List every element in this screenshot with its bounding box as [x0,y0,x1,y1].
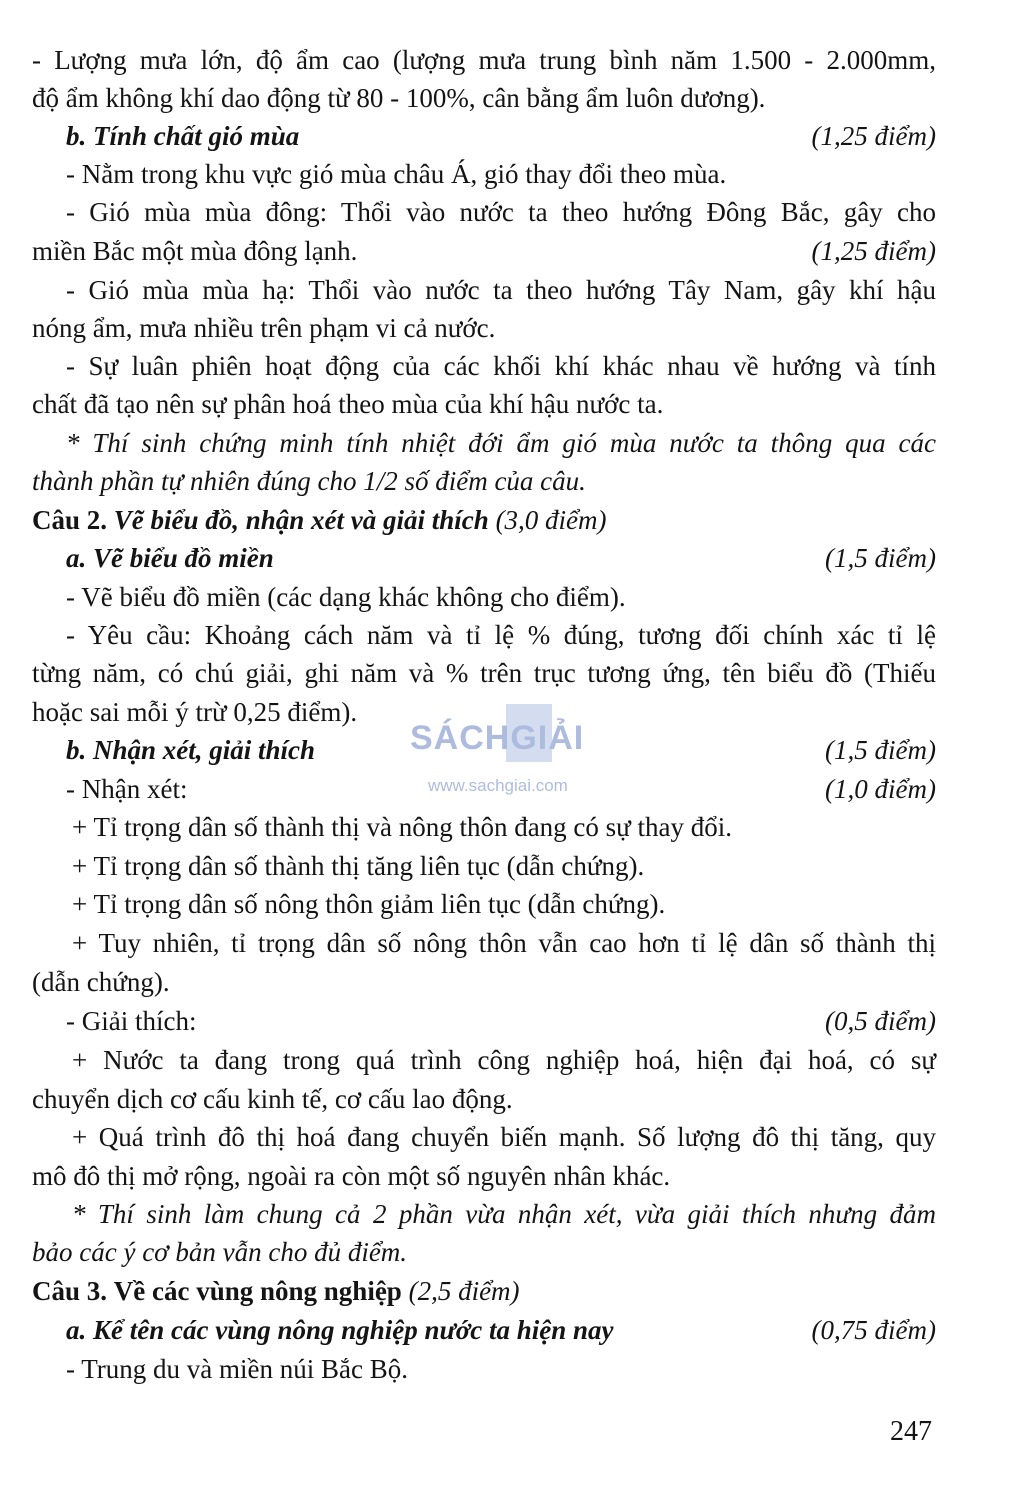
section-heading [66,1314,936,1348]
text-line: + Tỉ trọng dân số nông thôn giảm liên tục (dẫn chứng). [72,889,666,919]
score-label: (1,5 điểm) [825,735,936,765]
score-label: (0,75 điểm) [811,1315,936,1345]
question-title: Về các vùng nông nghiệp [113,1276,402,1306]
text-line: - Nằm trong khu vực gió mùa châu Á, gió thay đổi theo mùa. [66,159,727,189]
text-line: + Tuy nhiên, tỉ trọng dân số nông thôn vẫn cao hơn tỉ lệ dân số thành thị [72,928,936,958]
question-score: (2,5 điểm) [408,1276,520,1306]
score-label: (1,5 điểm) [825,543,936,573]
question-number: Câu 2. [32,505,108,535]
heading-text: b. Nhận xét, giải thích [66,735,316,765]
text-fragment: miền Bắc một mùa đông lạnh. [32,236,358,266]
watermark-logo-text: SÁCHGIẢI [410,719,585,757]
text-line: chuyển dịch cơ cấu kinh tế, cơ cấu lao động. [32,1084,513,1114]
note-line: bảo các ý cơ bản vẫn cho đủ điểm. [32,1237,408,1267]
section-heading [66,120,936,154]
note-line: * Thí sinh làm chung cả 2 phần vừa nhận xét, vừa giải thích nhưng đảm [72,1199,936,1229]
text-line-with-score [66,1005,936,1039]
text-line: - Lượng mưa lớn, độ ẩm cao (lượng mưa trung bình năm 1.500 - 2.000mm, [32,45,936,75]
score-label: (1,25 điểm) [811,236,936,266]
question-heading [32,1275,936,1309]
score-label: (1,25 điểm) [811,121,936,151]
score-label: (1,0 điểm) [825,774,936,804]
text-line-with-score [32,235,936,269]
text-line: từng năm, có chú giải, ghi năm và % trên trục tương ứng, tên biểu đồ (Thiếu [32,658,936,688]
text-line: mô đô thị mở rộng, ngoài ra còn một số nguyên nhân khác. [32,1161,671,1191]
text-line: hoặc sai mỗi ý trừ 0,25 điểm). [32,697,358,727]
text-line: - Trung du và miền núi Bắc Bộ. [66,1354,408,1384]
question-number: Câu 3. [32,1276,108,1306]
text-line: (dẫn chứng). [32,967,170,997]
page-number: 247 [890,1416,932,1447]
note-line: thành phần tự nhiên đúng cho 1/2 số điểm của câu. [32,466,586,496]
score-label: (0,5 điểm) [825,1006,936,1036]
text-line: - Gió mùa mùa đông: Thổi vào nước ta theo hướng Đông Bắc, gây cho [66,197,936,227]
text-line: - Yêu cầu: Khoảng cách năm và tỉ lệ % đúng, tương đối chính xác tỉ lệ [66,620,936,650]
question-heading [32,504,936,538]
section-heading [66,542,936,576]
text-line: - Gió mùa mùa hạ: Thổi vào nước ta theo hướng Tây Nam, gây khí hậu [66,275,936,305]
question-title: Vẽ biểu đồ, nhận xét và giải thích [113,505,489,535]
note-line: * Thí sinh chứng minh tính nhiệt đới ẩm gió mùa nước ta thông qua các [66,428,936,458]
text-line: + Tỉ trọng dân số thành thị và nông thôn đang có sự thay đổi. [72,812,733,842]
question-score: (3,0 điểm) [495,505,607,535]
heading-text: b. Tính chất gió mùa [66,121,300,151]
text-line: nóng ẩm, mưa nhiều trên phạm vi cả nước. [32,313,496,343]
heading-text: a. Vẽ biểu đồ miền [66,543,274,573]
text-line: độ ẩm không khí dao động từ 80 - 100%, cân bằng ẩm luôn dương). [32,83,766,113]
text-line: - Sự luân phiên hoạt động của các khối khí khác nhau về hướng và tính [66,351,936,381]
watermark [410,704,620,800]
text-line: + Quá trình đô thị hoá đang chuyển biến mạnh. Số lượng đô thị tăng, quy [72,1122,936,1152]
text-fragment: - Giải thích: [66,1006,197,1036]
text-line: - Vẽ biểu đồ miền (các dạng khác không cho điểm). [66,582,626,612]
text-line: chất đã tạo nên sự phân hoá theo mùa của khí hậu nước ta. [32,389,664,419]
watermark-url: www.sachgiai.com [428,776,568,795]
text-fragment: - Nhận xét: [66,774,188,804]
text-line: + Tỉ trọng dân số thành thị tăng liên tục (dẫn chứng). [72,851,645,881]
text-line: + Nước ta đang trong quá trình công nghiệp hoá, hiện đại hoá, có sự [72,1045,936,1075]
heading-text: a. Kể tên các vùng nông nghiệp nước ta hiện nay [66,1315,614,1345]
